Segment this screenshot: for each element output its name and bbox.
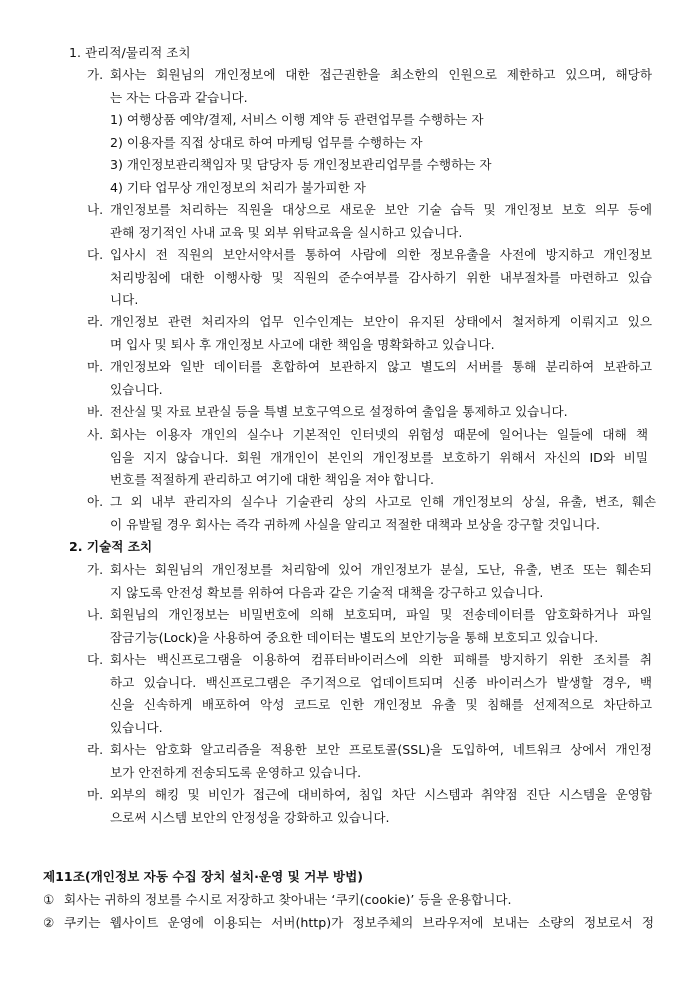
paragraph: [110, 64, 652, 109]
paragraph-line: 쿠키는 웹사이트 운영에 이용되는 서버(http)가 정보주체의 브라우저에 보내는 소량의 정보로서 정: [64, 915, 654, 930]
paragraph: [110, 311, 652, 356]
paragraph: [110, 356, 652, 401]
item-marker: 가.: [87, 562, 104, 577]
article-heading-text: 제11조(개인정보 자동 수집 장치 설치·운영 및 거부 방법): [43, 869, 363, 884]
paragraph-line: 번호를 적절하게 관리하고 여기에 대한 책임을 져야 합니다.: [110, 472, 434, 487]
item-marker: 마.: [87, 787, 104, 802]
section-heading-text: 1. 관리적/물리적 조치: [69, 45, 191, 60]
paragraph-line: 회사는 귀하의 정보를 수시로 저장하고 찾아내는 ‘쿠키(cookie)’ 등을 운용합니다.: [64, 892, 512, 907]
item-marker: ②: [43, 915, 55, 930]
paragraph-line: 니다.: [110, 292, 139, 307]
paragraph-line: 입사시 전 직원의 보안서약서를 통하여 사람에 의한 정보유출을 사전에 방지하고 개인정보: [110, 247, 652, 262]
section-heading: [69, 536, 152, 559]
item-marker: 가.: [87, 67, 104, 82]
paragraph-line: 잠금기능(Lock)을 사용하여 중요한 데이터는 별도의 보안기능을 통해 보호되고 있습니다.: [110, 629, 599, 645]
paragraph-line: 신을 신속하게 배포하여 악성 코드로 인한 개인정보 유출 및 침해를 선제적으로 차단하고: [110, 697, 652, 712]
item-marker: 바.: [87, 404, 104, 419]
paragraph-line: 개인정보를 처리하는 직원을 대상으로 새로운 보안 기술 습득 및 개인정보 보호 의무 등에: [110, 202, 652, 217]
paragraph-line: 임을 지지 않습니다. 회원 개개인이 본인의 개인정보를 보호하기 위해서 자신의 ID와 비밀: [110, 449, 648, 465]
item-marker: 다.: [87, 652, 104, 667]
item-marker: 라.: [87, 742, 104, 757]
item-marker: 라.: [87, 314, 104, 329]
paragraph-line: 회사는 백신프로그램을 이용하여 컴퓨터바이러스에 의한 피해를 방지하기 위한 조치를 취: [110, 652, 652, 667]
paragraph-line: 회사는 이용자 개인의 실수나 기본적인 인터넷의 위험성 때문에 일어나는 일들에 대해 책: [110, 427, 648, 442]
paragraph: [110, 559, 652, 604]
paragraph: [110, 649, 652, 739]
paragraph: [110, 739, 652, 784]
item-marker: ①: [43, 892, 55, 907]
paragraph-line: 그 외 내부 관리자의 실수나 기술관리 상의 사고로 인해 개인정보의 상실, 유출, 변조, 훼손: [110, 494, 656, 509]
paragraph-line: 며 입사 및 퇴사 후 개인정보 사고에 대한 책임을 명확화하고 있습니다.: [110, 336, 495, 352]
sub-list: [110, 109, 492, 199]
paragraph-line: 회사는 회원님의 개인정보에 대한 접근권한을 최소한의 인원으로 제한하고 있으며, 해당하: [110, 67, 652, 82]
item-marker: 아.: [87, 494, 104, 509]
list-item: 1) 여행상품 예약/결제, 서비스 이행 계약 등 관련업무를 수행하는 자: [110, 112, 484, 127]
item-marker: 나.: [87, 607, 104, 622]
section-heading-text: 2. 기술적 조치: [69, 539, 153, 554]
item-marker: 나.: [87, 202, 104, 217]
paragraph: [64, 912, 654, 935]
item-marker: 마.: [87, 359, 104, 374]
section-heading: [69, 42, 191, 65]
paragraph-line: 있습니다.: [110, 381, 163, 397]
paragraph-line: 회사는 암호화 알고리즘을 적용한 보안 프로토콜(SSL)을 도입하여, 네트워크 상에서 개인정: [110, 742, 652, 757]
paragraph-line: 하고 있습니다. 백신프로그램은 주기적으로 업데이트되며 신종 바이러스가 발생할 경우, 백: [110, 674, 652, 690]
list-item: 2) 이용자를 직접 상대로 하여 마케팅 업무를 수행하는 자: [110, 134, 423, 150]
paragraph-line: 있습니다.: [110, 719, 163, 735]
paragraph: [110, 199, 652, 244]
paragraph-line: 처리방침에 대한 이행사항 및 직원의 준수여부를 감사하기 위한 내부절차를 마련하고 있습: [110, 269, 652, 285]
paragraph-line: 는 자는 다음과 같습니다.: [110, 89, 248, 105]
paragraph-line: 이 유발될 경우 회사는 즉각 귀하께 사실을 알리고 적절한 대책과 보상을 강구할 것입니다.: [110, 516, 601, 532]
paragraph-line: 보가 안전하게 전송되도록 운영하고 있습니다.: [110, 764, 362, 780]
list-item: 4) 기타 업무상 개인정보의 처리가 불가피한 자: [110, 179, 366, 195]
item-marker: 사.: [87, 427, 104, 442]
paragraph-line: 개인정보와 일반 데이터를 혼합하여 보관하지 않고 별도의 서버를 통해 분리하여 보관하고: [110, 359, 652, 374]
paragraph-line: 지 않도록 안전성 확보를 위하여 다음과 같은 기술적 대책을 강구하고 있습니다.: [110, 584, 544, 600]
paragraph: [110, 244, 652, 312]
paragraph-line: 으로써 시스템 보안의 안정성을 강화하고 있습니다.: [110, 809, 390, 825]
paragraph-line: 회원님의 개인정보는 비밀번호에 의해 보호되며, 파일 및 전송데이터를 암호화하거나 파일: [110, 607, 652, 622]
paragraph: [110, 491, 656, 536]
paragraph: [110, 424, 648, 492]
paragraph-line: 외부의 해킹 및 비인가 접근에 대비하여, 침입 차단 시스템과 취약점 진단 시스템을 운영함: [110, 787, 652, 802]
paragraph: [110, 784, 652, 829]
paragraph-line: 개인정보 관련 처리자의 업무 인수인계는 보안이 유지된 상태에서 철저하게 이뤄지고 있으: [110, 314, 652, 329]
paragraph: [110, 401, 568, 424]
article-heading: [43, 866, 363, 889]
item-marker: 다.: [87, 247, 104, 262]
paragraph-line: 관해 정기적인 사내 교육 및 외부 위탁교육을 실시하고 있습니다.: [110, 224, 463, 240]
list-item: 3) 개인정보관리책임자 및 담당자 등 개인정보관리업무를 수행하는 자: [110, 157, 492, 172]
paragraph: [64, 889, 512, 912]
paragraph-line: 전산실 및 자료 보관실 등을 특별 보호구역으로 설정하여 출입을 통제하고 있습니다.: [110, 404, 568, 419]
paragraph-line: 회사는 회원님의 개인정보를 처리함에 있어 개인정보가 분실, 도난, 유출, 변조 또는 훼손되: [110, 562, 652, 577]
paragraph: [110, 604, 652, 649]
